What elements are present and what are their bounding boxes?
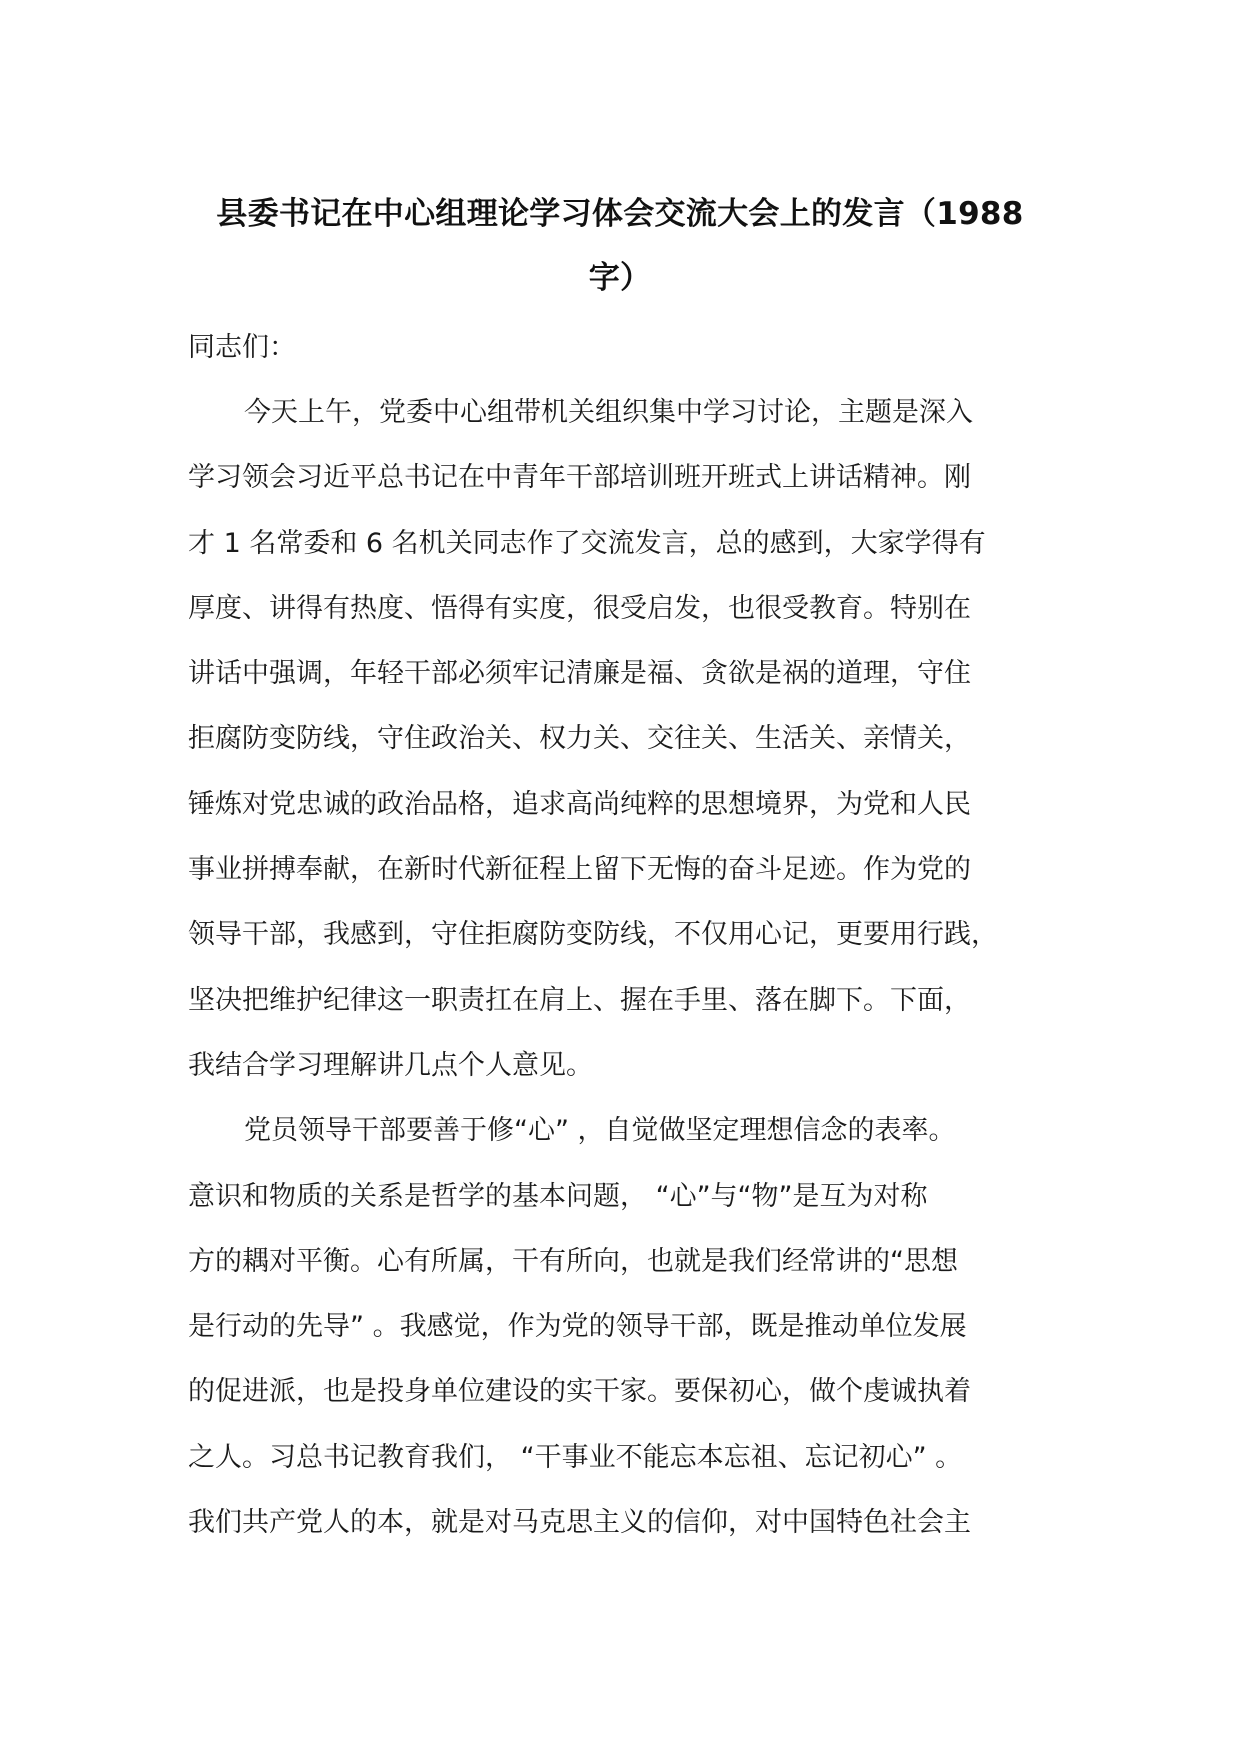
paragraph-line: 拒腐防变防线，守住政治关、权力关、交往关、生活关、亲情关， xyxy=(188,723,971,755)
paragraph-line: 是行动的先导” 。我感觉，作为党的领导干部，既是推动单位发展 xyxy=(188,1311,967,1343)
paragraph-line: 我们共产党人的本，就是对马克思主义的信仰，对中国特色社会主 xyxy=(188,1507,971,1539)
paragraph-line: 事业拼搏奉献，在新时代新征程上留下无悔的奋斗足迹。作为党的 xyxy=(188,854,971,886)
paragraph-line: 今天上午，党委中心组带机关组织集中学习讨论，主题是深入 xyxy=(244,397,973,428)
title-line-2: 字） xyxy=(588,260,652,296)
salutation: 同志们： xyxy=(188,332,296,363)
paragraph-line: 才 1 名常委和 6 名机关同志作了交流发言，总的感到，大家学得有 xyxy=(188,527,986,559)
document-title xyxy=(180,182,1060,310)
paragraph-2 xyxy=(188,1098,1068,1555)
paragraph-line: 领导干部，我感到，守住拒腐防变防线，不仅用心记，更要用行践， xyxy=(188,919,998,951)
paragraph-1 xyxy=(188,380,1068,1098)
document-body xyxy=(188,315,1068,1555)
paragraph-line: 党员领导干部要善于修“心” ，自觉做坚定理想信念的表率。 xyxy=(244,1115,956,1147)
paragraph-line: 意识和物质的关系是哲学的基本问题， “心”与“物”是互为对称 xyxy=(188,1180,928,1212)
title-line-1: 县委书记在中心组理论学习体会交流大会上的发言（1988 xyxy=(216,196,1024,232)
paragraph-line: 我结合学习理解讲几点个人意见。 xyxy=(188,1049,593,1081)
paragraph-line: 方的耦对平衡。心有所属，干有所向，也就是我们经常讲的“思想 xyxy=(188,1245,958,1277)
paragraph-line: 的促进派，也是投身单位建设的实干家。要保初心，做个虔诚执着 xyxy=(188,1376,971,1408)
paragraph-line: 之人。习总书记教育我们， “干事业不能忘本忘祖、忘记初心” 。 xyxy=(188,1441,963,1473)
paragraph-line: 学习领会习近平总书记在中青年干部培训班开班式上讲话精神。刚 xyxy=(188,462,971,494)
paragraph-line: 锤炼对党忠诚的政治品格，追求高尚纯粹的思想境界，为党和人民 xyxy=(188,788,971,820)
paragraph-line: 讲话中强调，年轻干部必须牢记清廉是福、贪欲是祸的道理，守住 xyxy=(188,658,971,690)
paragraph-line: 厚度、讲得有热度、悟得有实度，很受启发，也很受教育。特别在 xyxy=(188,592,971,624)
paragraph-line: 坚决把维护纪律这一职责扛在肩上、握在手里、落在脚下。下面， xyxy=(188,984,971,1016)
